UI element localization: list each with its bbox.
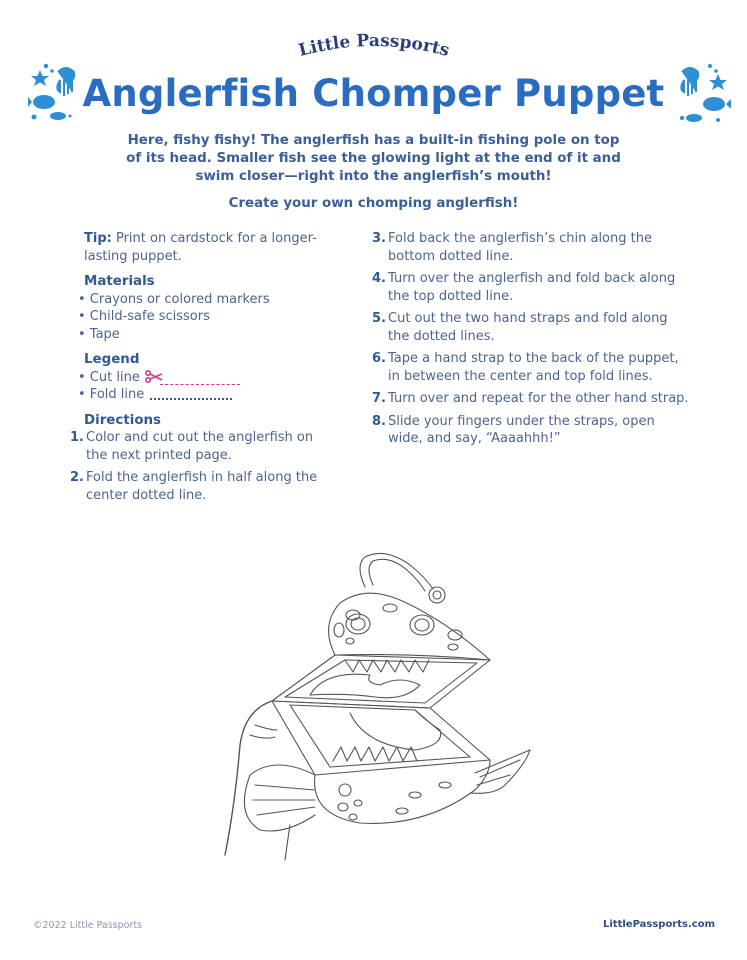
- lure-light: [429, 587, 445, 603]
- step-number: 7.: [372, 391, 386, 406]
- intro-text: Here, fishy fishy! The anglerfish has a built-in fishing pole on top of its head. Smaller fish see the glowing light at the end of it and swim closer—right into the anglerfish’s mouth!: [126, 133, 621, 184]
- direction-step: [372, 230, 692, 265]
- materials-heading: Materials: [84, 274, 155, 289]
- fold-line-sample: [150, 390, 232, 400]
- page-title: Anglerfish Chomper Puppet: [82, 72, 665, 115]
- bubble-icon: [32, 115, 37, 120]
- copyright: ©2022 Little Passports: [33, 920, 143, 931]
- starfish-icon: [709, 74, 727, 90]
- legend-section: [78, 351, 334, 404]
- step-number: 6.: [372, 351, 386, 366]
- step-number: 4.: [372, 271, 386, 286]
- tip-label: Tip:: [84, 231, 112, 246]
- step-text: Tape a hand strap to the back of the puppet, in between the center and top fold lines.: [388, 351, 679, 384]
- cut-line-label: • Cut line: [78, 369, 140, 385]
- bubble-icon: [708, 64, 712, 68]
- side-fin: [244, 765, 315, 831]
- tip-text: Print on cardstock for a longer-lasting puppet.: [84, 231, 317, 264]
- step-text: Color and cut out the anglerfish on the next printed page.: [86, 430, 314, 463]
- bubble-icon: [680, 116, 684, 120]
- step-text: Slide your fingers under the straps, open wide, and say, “Aaaahhh!”: [388, 413, 655, 446]
- left-column: [70, 230, 334, 509]
- legend-cut-line: [78, 369, 328, 387]
- cut-line-sample: [160, 375, 240, 385]
- direction-step: [372, 413, 692, 448]
- direction-step: [372, 390, 692, 408]
- directions-heading: Directions: [84, 412, 162, 428]
- step-number: 2.: [70, 470, 84, 485]
- materials-section: [78, 273, 334, 343]
- step-text: Fold the anglerfish in half along the center dotted line.: [86, 470, 318, 503]
- jellyfish-icon: [681, 68, 698, 96]
- legend-heading: Legend: [84, 352, 140, 367]
- step-text: Fold back the anglerfish’s chin along the bottom dotted line.: [388, 231, 652, 264]
- lure-stalk: [360, 553, 433, 589]
- direction-step: [372, 350, 692, 385]
- direction-step: [372, 270, 692, 305]
- website-link[interactable]: LittlePassports.com: [603, 919, 715, 930]
- step-text: Turn over the anglerfish and fold back along the top dotted line.: [388, 271, 676, 304]
- directions-section: [70, 412, 334, 505]
- head-top: [329, 593, 490, 660]
- tip: [84, 230, 334, 265]
- step-text: Turn over and repeat for the other hand strap.: [388, 391, 689, 406]
- step-number: 1.: [70, 430, 84, 445]
- step-text: Cut out the two hand straps and fold along the dotted lines.: [388, 311, 668, 344]
- bubble-icon: [716, 118, 720, 122]
- direction-step: [372, 310, 692, 345]
- svg-text:Little Passports: [296, 31, 451, 61]
- tail-fin: [470, 750, 530, 793]
- right-column: [372, 230, 692, 453]
- sea-creatures-decoration-right: [674, 62, 734, 127]
- materials-item: • Child-safe scissors: [78, 309, 210, 324]
- brand-logo: [0, 30, 747, 68]
- direction-step: [70, 469, 334, 504]
- materials-item: • Crayons or colored markers: [78, 291, 270, 307]
- fish-icon: [703, 97, 725, 111]
- direction-step: [70, 429, 334, 464]
- bubble-icon: [44, 64, 48, 68]
- call-to-action: Create your own chomping anglerfish!: [228, 196, 519, 211]
- materials-item: • Tape: [78, 326, 120, 342]
- step-number: 3.: [372, 231, 386, 246]
- step-number: 5.: [372, 311, 386, 326]
- step-number: 8.: [372, 413, 386, 429]
- fold-line-label: • Fold line: [78, 387, 145, 402]
- legend-fold-line: [78, 386, 328, 404]
- anglerfish-puppet-illustration: [215, 545, 545, 865]
- bubble-icon: [714, 69, 718, 73]
- clownfish-icon: [686, 114, 702, 122]
- logo-text: Little Passports: [295, 30, 452, 62]
